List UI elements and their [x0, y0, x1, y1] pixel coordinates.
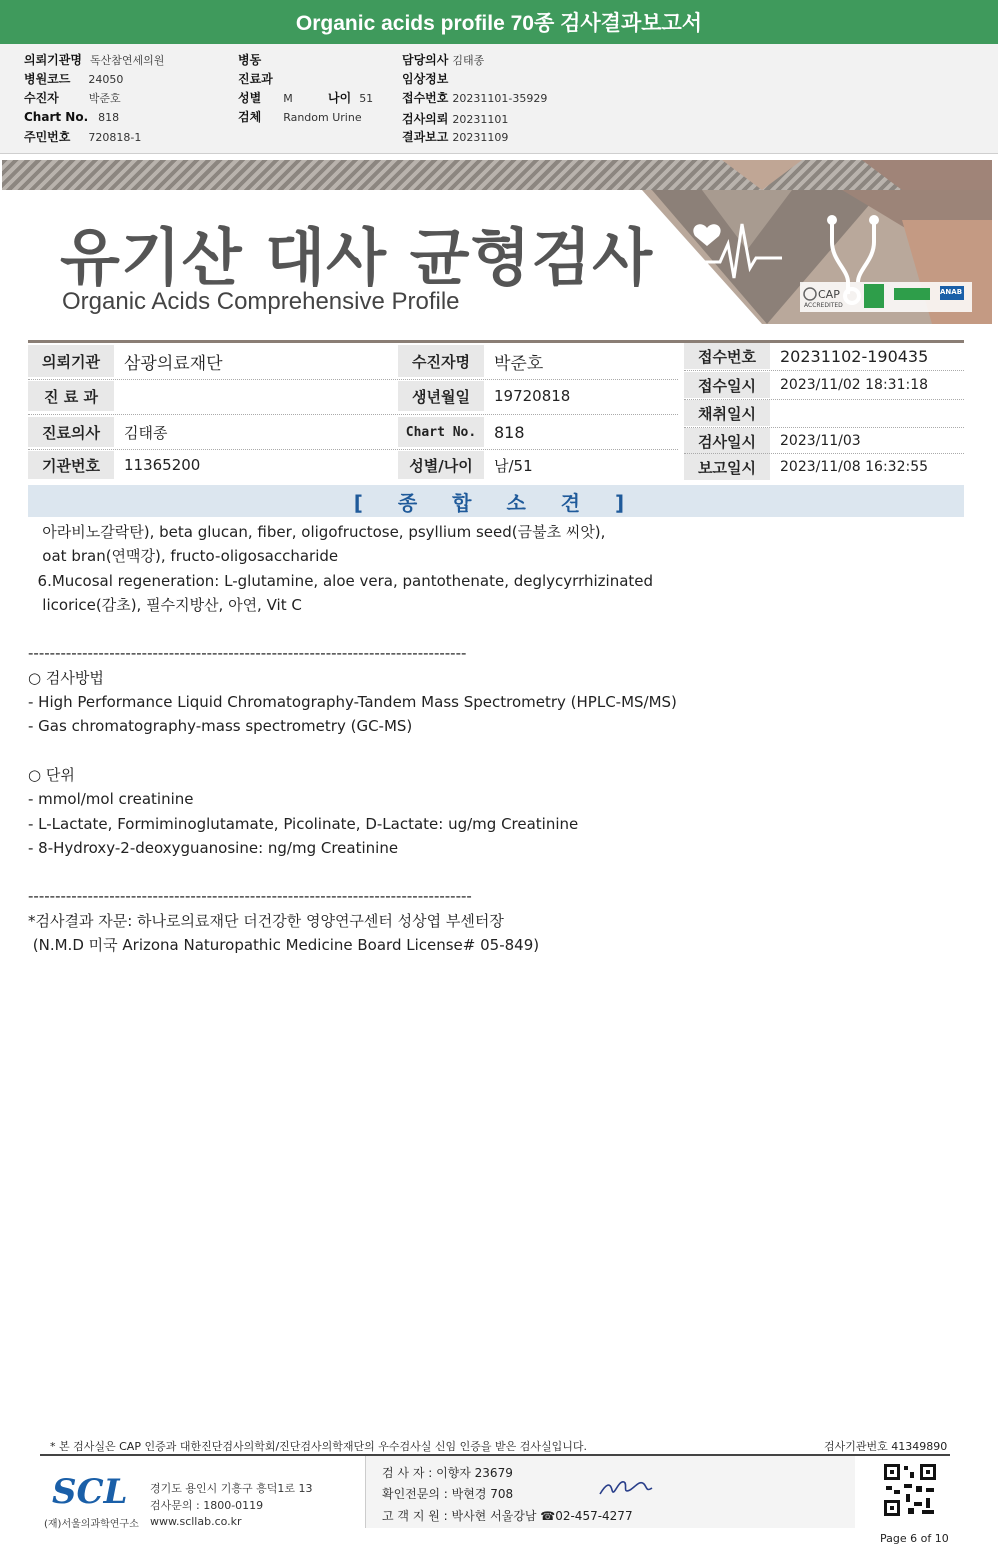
cap-accredited-text: ACCREDITED — [804, 302, 843, 309]
footer-cap-note: * 본 검사실은 CAP 인증과 대한진단검사의학회/진단검사의학재단의 우수검사실 신임 인증을 받은 검사실입니다. — [50, 1440, 588, 1453]
value-birth: 19720818 — [494, 387, 571, 405]
lab-website[interactable]: www.scllab.co.kr — [150, 1515, 242, 1528]
top-info-item: 주민번호 720818-1 — [24, 130, 142, 144]
summary-line: 6.Mucosal regeneration: L-glutamine, aloe vera, pantothenate, deglycyrrhizinated — [28, 571, 654, 590]
row-separator — [28, 414, 678, 415]
top-info-item: 검체 Random Urine — [238, 110, 362, 124]
summary-line — [28, 617, 968, 641]
value-inst: 11365200 — [124, 456, 201, 474]
unit-item: - mmol/mol creatinine — [28, 790, 194, 809]
customer-support-info: 고 객 지 원 : 박사현 서울강남 ☎02-457-4277 — [382, 1509, 633, 1523]
tester-info: 검 사 자 : 이향자 23679 — [382, 1466, 513, 1480]
top-info-item: 검사의뢰 20231101 — [402, 112, 509, 126]
label-test-date: 검사일시 — [684, 428, 770, 454]
method-item: - Gas chromatography-mass spectrometry (GC-MS) — [28, 717, 413, 736]
summary-line: licorice(감초), 필수지방산, 아연, Vit C — [28, 595, 302, 614]
lab-inquiry: 검사문의 : 1800-0119 — [150, 1499, 264, 1512]
top-info-item: 의뢰기관명 독산참연세의원 — [24, 53, 165, 67]
label-inst: 기관번호 — [28, 451, 114, 479]
unit-item: - 8-Hydroxy-2-deoxyguanosine: ng/mg Creatinine — [28, 838, 399, 857]
top-info-item: 접수번호 20231101-35929 — [402, 91, 548, 105]
scl-logo: SCL — [52, 1472, 128, 1512]
top-info-item: 임상정보 — [402, 72, 449, 86]
row-separator — [684, 453, 964, 454]
top-info-item: 성별 M — [238, 91, 293, 105]
top-info-item: Chart No. 818 — [24, 110, 120, 124]
value-chart: 818 — [494, 422, 525, 442]
unit-heading: ○ 단위 — [28, 765, 75, 784]
top-info-item: 나이 51 — [328, 91, 374, 105]
summary-line: 아라비노갈락탄), beta glucan, fiber, oligofructose, psyllium seed(금불초 씨앗), — [28, 523, 606, 541]
top-info-item: 병동 — [238, 53, 262, 67]
divider-line: --------------------------------------------------------------------------------- — [28, 644, 467, 663]
unit-item: - L-Lactate, Formiminoglutamate, Picolinate, D-Lactate: ug/mg Creatinine — [28, 814, 579, 833]
value-sexage: 남/51 — [494, 456, 533, 475]
summary-line: oat bran(연맥강), fructo-oligosaccharide — [28, 547, 339, 566]
banner-title-ko: 유기산 대사 균형검사 — [60, 221, 654, 294]
label-sexage: 성별/나이 — [398, 451, 484, 479]
summary-line — [28, 860, 968, 884]
label-birth: 생년월일 — [398, 381, 484, 411]
row-separator — [684, 370, 964, 371]
top-info-item: 병원코드 24050 — [24, 72, 124, 86]
top-info-panel — [0, 44, 998, 154]
value-doctor: 김태종 — [124, 423, 168, 442]
label-name: 수진자명 — [398, 345, 484, 377]
summary-line — [28, 739, 968, 763]
value-name: 박준호 — [494, 353, 544, 374]
advisor-license: (N.M.D 미국 Arizona Naturopathic Medicine Board License# 05-849) — [28, 936, 540, 955]
row-separator — [684, 399, 964, 400]
footer-org-number: 검사기관번호 41349890 — [824, 1440, 948, 1453]
page-number: Page 6 of 10 — [880, 1532, 949, 1545]
label-collect: 채취일시 — [684, 400, 770, 426]
label-rcpt-date: 접수일시 — [684, 372, 770, 398]
summary-body — [28, 520, 968, 957]
anab-logo-text: ANAB — [940, 288, 963, 296]
advisor-note: *검사결과 자문: 하나로의료재단 더건강한 영양연구센터 성상엽 부센터장 — [28, 911, 504, 930]
qr-code-icon — [882, 1462, 938, 1518]
value-report-date: 2023/11/08 16:32:55 — [780, 459, 929, 475]
value-rcpt-date: 2023/11/02 18:31:18 — [780, 377, 929, 393]
lab-address: 경기도 용인시 기흥구 흥덕1로 13 — [150, 1482, 313, 1495]
confirm-doctor-info: 확인전문의 : 박현경 708 — [382, 1487, 514, 1501]
top-info-item: 담당의사 김태종 — [402, 53, 485, 67]
row-separator — [28, 449, 678, 450]
method-item: - High Performance Liquid Chromatography-Tandem Mass Spectrometry (HPLC-MS/MS) — [28, 693, 677, 712]
top-info-item: 수진자 박준호 — [24, 91, 121, 105]
lab-name: (재)서울의과학연구소 — [44, 1519, 139, 1530]
value-org: 삼광의료재단 — [124, 353, 223, 374]
label-dept: 진 료 과 — [28, 381, 114, 411]
row-separator — [28, 379, 678, 380]
summary-heading: [ 종 합 소 견 ] — [28, 485, 964, 517]
label-report-date: 보고일시 — [684, 454, 770, 480]
report-title: Organic acids profile 70종 검사결과보고서 — [0, 0, 998, 44]
value-collect — [772, 400, 964, 426]
cap-logo-text: CAP — [818, 288, 840, 301]
value-test-date: 2023/11/03 — [780, 433, 861, 449]
top-info-item: 결과보고 20231109 — [402, 130, 509, 144]
divider-line: ---------------------------------------------------------------------------------- — [28, 887, 472, 906]
signature-mark — [598, 1478, 654, 1500]
method-heading: ○ 검사방법 — [28, 668, 104, 687]
value-dept — [116, 381, 396, 411]
report-banner — [2, 160, 992, 324]
top-info-item: 진료과 — [238, 72, 273, 86]
label-org: 의뢰기관 — [28, 345, 114, 377]
label-chart: Chart No. — [398, 417, 484, 447]
label-rcpt: 접수번호 — [684, 343, 770, 369]
banner-title-en: Organic Acids Comprehensive Profile — [62, 288, 460, 315]
row-separator — [684, 427, 964, 428]
label-doctor: 진료의사 — [28, 417, 114, 447]
value-rcpt: 20231102-190435 — [780, 346, 929, 366]
